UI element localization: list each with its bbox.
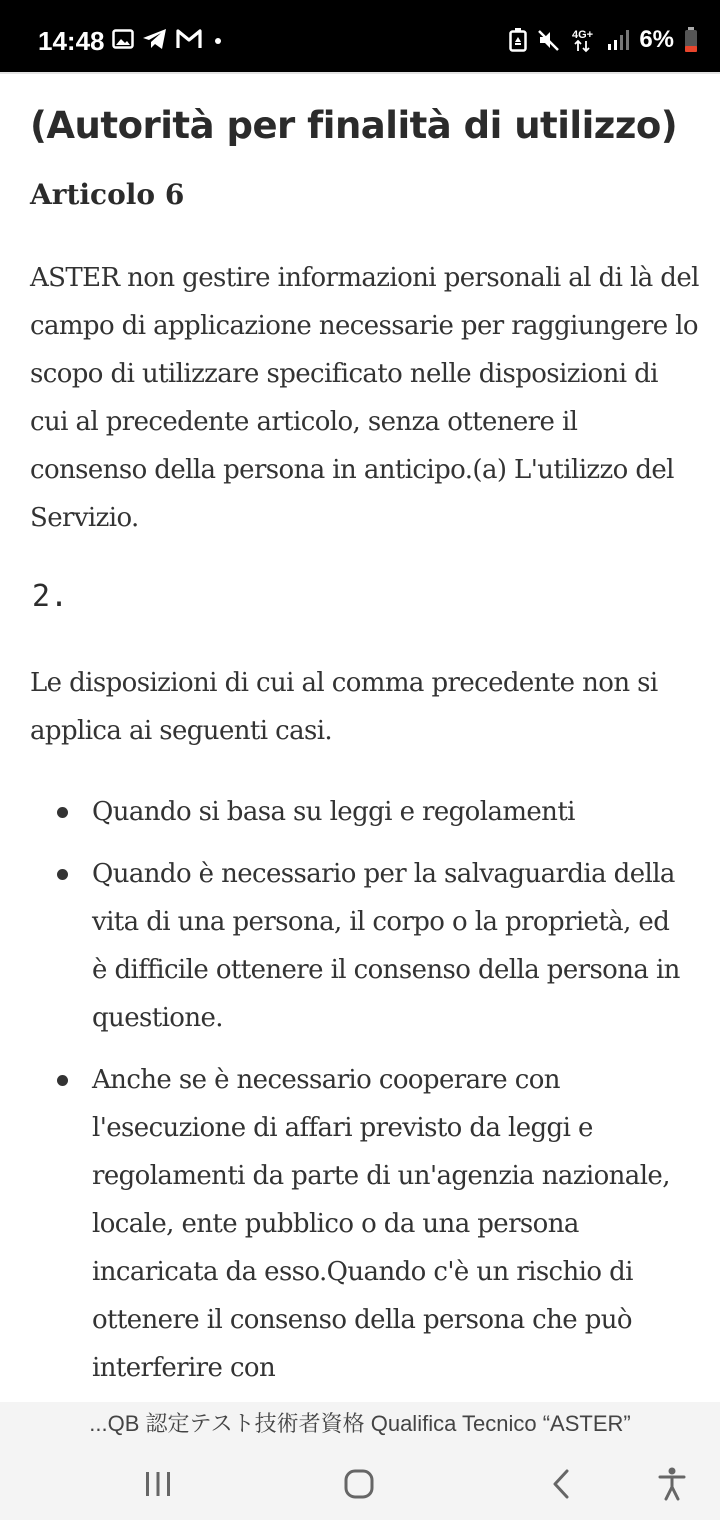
network-label: 4G+ xyxy=(572,29,594,41)
list-item-text: Anche se è necessario cooperare con l'esecuzione di affari previsto da leggi e regolamenti da parte di un'agenzia nazionale, locale, ente pubblico o da una persona incaricata da esso.Quando c'è un rischio di ottenere il consenso della persona che può interferire con xyxy=(92,1065,670,1383)
accessibility-icon xyxy=(657,1467,687,1501)
image-icon xyxy=(112,28,134,50)
battery-percent: 6% xyxy=(639,26,674,53)
caption-bar xyxy=(0,1402,720,1520)
mute-icon xyxy=(537,28,561,52)
battery-saver-icon xyxy=(509,28,527,52)
signal-icon xyxy=(607,29,629,51)
list-item xyxy=(0,850,720,1042)
bullet-icon xyxy=(57,869,68,880)
status-bar xyxy=(0,0,720,72)
system-icons xyxy=(509,26,698,54)
home-icon xyxy=(343,1468,375,1500)
list-item-text: Quando si basa su leggi e regolamenti xyxy=(92,797,575,827)
article-paragraph: ASTER non gestire informazioni personali al di là del campo di applicazione necessarie per raggiungere lo scopo di utilizzare specificato nelle disposizioni di cui al precedente articolo, senza ottenere il consenso della persona in anticipo.(a) L'utilizzo del Servizio. xyxy=(30,263,699,533)
navigation-bar xyxy=(0,1446,720,1520)
dot-icon xyxy=(210,29,226,49)
gmail-icon xyxy=(176,29,202,49)
network-icon xyxy=(571,27,597,53)
status-time: 14:48 xyxy=(38,26,105,56)
recent-apps-button[interactable] xyxy=(134,1460,182,1508)
accessibility-button[interactable] xyxy=(648,1460,696,1508)
section-number: 2. xyxy=(32,579,69,614)
notification-icons xyxy=(112,28,226,50)
back-button[interactable] xyxy=(537,1460,585,1508)
list-item xyxy=(0,788,720,836)
list-item xyxy=(0,1056,720,1392)
exceptions-list xyxy=(0,788,720,1402)
battery-icon xyxy=(684,27,698,53)
recent-apps-icon xyxy=(143,1469,173,1499)
back-icon xyxy=(549,1468,573,1500)
bullet-icon xyxy=(57,1075,68,1086)
page-caption[interactable]: ...QB 認定テスト技術者資格 Qualifica Tecnico “ASTER” xyxy=(89,1411,631,1436)
page-heading: (Autorità per finalità di utilizzo) xyxy=(30,104,678,147)
telegram-icon xyxy=(142,28,168,50)
article-title: Articolo 6 xyxy=(30,178,185,211)
bullet-icon xyxy=(57,807,68,818)
section-paragraph: Le disposizioni di cui al comma precedente non si applica ai seguenti casi. xyxy=(30,668,658,746)
list-item-text: Quando è necessario per la salvaguardia della vita di una persona, il corpo o la proprietà, ed è difficile ottenere il consenso della persona in questione. xyxy=(92,859,680,1033)
home-button[interactable] xyxy=(335,1460,383,1508)
article-content xyxy=(0,74,720,1402)
